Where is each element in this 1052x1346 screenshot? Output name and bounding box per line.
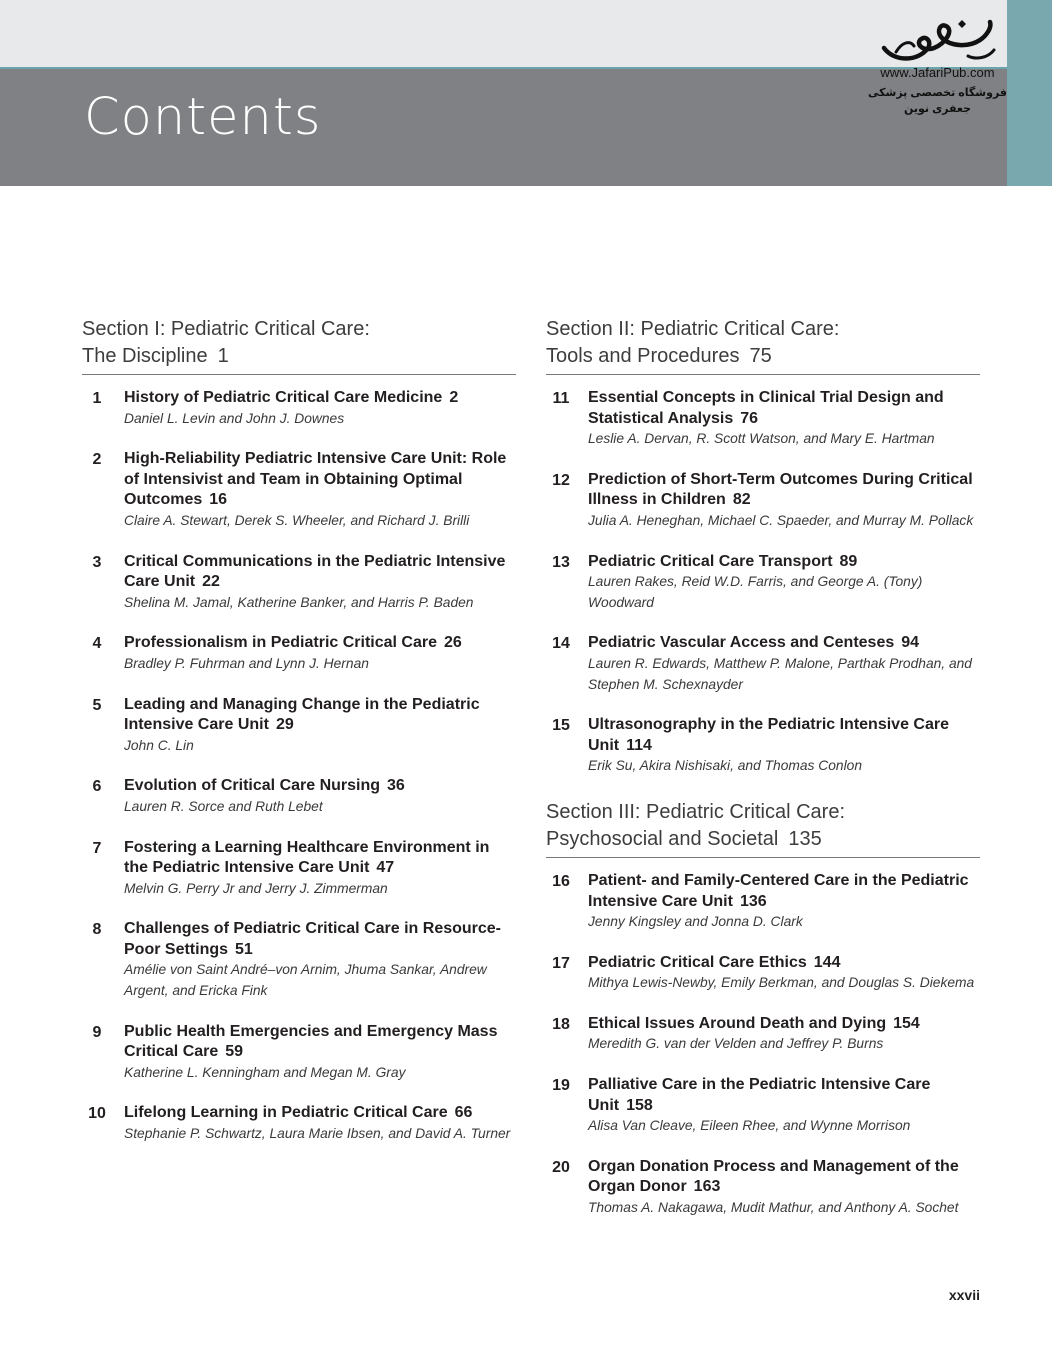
chapter-page: 136 xyxy=(739,892,767,910)
chapter-page: 66 xyxy=(454,1104,473,1122)
chapter-title: Challenges of Pediatric Critical Care in Resource-Poor Settings 51 xyxy=(124,920,502,958)
chapter-page: 26 xyxy=(444,634,462,652)
toc-entry-5[interactable] xyxy=(82,695,516,757)
chapter-authors: Lauren Rakes, Reid W.D. Farris, and George A. (Tony) Woodward xyxy=(588,574,923,610)
chapter-authors: Thomas A. Nakagawa, Mudit Mathur, and Anthony A. Sochet xyxy=(588,1200,959,1216)
chapter-number: 15 xyxy=(552,717,570,735)
section-heading-line1: Section III: Pediatric Critical Care: xyxy=(546,800,845,823)
chapter-authors: Mithya Lewis-Newby, Emily Berkman, and Douglas S. Diekema xyxy=(588,975,975,991)
chapter-title: Patient- and Family-Centered Care in the Pediatric Intensive Care Unit 136 xyxy=(588,871,969,910)
chapter-title: High-Reliability Pediatric Intensive Care Unit: Role of Intensivist and Team in Obtaining Optimal Outcomes 16 xyxy=(124,450,507,509)
chapter-authors: Stephanie P. Schwartz, Laura Marie Ibsen, and David A. Turner xyxy=(124,1126,511,1142)
chapter-page: 154 xyxy=(893,1014,920,1032)
section-heading xyxy=(82,316,516,375)
chapter-authors: Katherine L. Kenningham and Megan M. Gray xyxy=(124,1064,406,1080)
chapter-authors: Lauren R. Edwards, Matthew P. Malone, Parthak Prodhan, and Stephen M. Schexnayder xyxy=(588,655,972,692)
toc-entry-12[interactable] xyxy=(546,470,980,532)
chapter-page: 114 xyxy=(626,736,652,754)
chapter-authors: Julia A. Heneghan, Michael C. Spaeder, and Murray M. Pollack xyxy=(588,512,974,528)
chapter-page: 144 xyxy=(813,953,841,971)
chapter-number: 1 xyxy=(92,390,102,407)
toc-entry-10[interactable] xyxy=(82,1103,516,1144)
chapter-number: 9 xyxy=(92,1023,102,1041)
toc-entry-13[interactable] xyxy=(546,552,980,614)
chapter-page: 2 xyxy=(449,389,459,406)
chapter-page: 47 xyxy=(376,859,395,877)
section-page: 135 xyxy=(788,827,822,850)
toc-entry-17[interactable] xyxy=(546,953,980,994)
chapter-number: 5 xyxy=(92,696,102,714)
chapter-page: 76 xyxy=(740,409,759,427)
chapter-number: 20 xyxy=(552,1158,570,1176)
chapter-number: 11 xyxy=(552,390,570,407)
chapter-authors: Lauren R. Sorce and Ruth Lebet xyxy=(124,798,323,814)
contents-column-left xyxy=(82,316,516,1165)
toc-entry-20[interactable] xyxy=(546,1157,980,1219)
chapter-number: 12 xyxy=(552,471,570,489)
chapter-title: Evolution of Critical Care Nursing 36 xyxy=(124,777,405,795)
chapter-title: Ethical Issues Around Death and Dying 154 xyxy=(588,1014,920,1032)
chapter-number: 10 xyxy=(88,1105,106,1123)
chapter-authors: John C. Lin xyxy=(124,737,194,753)
chapter-authors: Bradley P. Fuhrman and Lynn J. Hernan xyxy=(124,655,369,671)
chapter-number: 7 xyxy=(92,839,102,857)
chapter-title: Professionalism in Pediatric Critical Care 26 xyxy=(124,634,462,652)
toc-entry-8[interactable] xyxy=(82,919,516,1001)
chapter-page: 89 xyxy=(839,552,858,570)
chapter-number: 19 xyxy=(552,1077,570,1095)
section-heading-line1: Section II: Pediatric Critical Care: xyxy=(546,318,840,340)
chapter-authors: Jenny Kingsley and Jonna D. Clark xyxy=(588,914,803,930)
chapter-number: 8 xyxy=(92,921,102,939)
chapter-page: 36 xyxy=(387,777,405,795)
chapter-page: 82 xyxy=(732,491,751,509)
section-page: 75 xyxy=(749,345,772,367)
chapter-title: Essential Concepts in Clinical Trial Design and Statistical Analysis 76 xyxy=(588,389,944,427)
chapter-title: Pediatric Critical Care Ethics 144 xyxy=(588,953,841,971)
chapter-title: Critical Communications in the Pediatric Intensive Care Unit 22 xyxy=(124,552,506,591)
page-number: xxvii xyxy=(948,1287,980,1303)
toc-entry-6[interactable] xyxy=(82,776,516,817)
chapter-authors: Amélie von Saint André–von Arnim, Jhuma Sankar, Andrew Argent, and Ericka Fink xyxy=(124,962,487,999)
chapter-page: 16 xyxy=(209,491,228,509)
chapter-page: 22 xyxy=(202,573,220,591)
publisher-logo xyxy=(855,18,1020,118)
chapter-number: 14 xyxy=(552,635,570,653)
page-title: Contents xyxy=(84,88,322,147)
toc-entry-9[interactable] xyxy=(82,1022,516,1084)
toc-entry-15[interactable] xyxy=(546,715,980,777)
chapter-number: 13 xyxy=(552,553,570,571)
chapter-number: 3 xyxy=(92,553,102,571)
chapter-authors: Claire A. Stewart, Derek S. Wheeler, and Richard J. Brilli xyxy=(124,512,470,528)
chapter-title: Organ Donation Process and Management of the Organ Donor 163 xyxy=(588,1157,959,1196)
toc-entry-18[interactable] xyxy=(546,1014,980,1055)
chapter-title: Prediction of Short-Term Outcomes During Critical Illness in Children 82 xyxy=(588,470,973,509)
chapter-number: 17 xyxy=(552,954,570,972)
chapter-number: 2 xyxy=(92,451,102,469)
chapter-title: Ultrasonography in the Pediatric Intensive Care Unit 114 xyxy=(588,716,949,754)
chapter-number: 18 xyxy=(552,1015,570,1033)
chapter-authors: Shelina M. Jamal, Katherine Banker, and Harris P. Baden xyxy=(124,594,474,610)
chapter-number: 4 xyxy=(92,635,102,653)
chapter-title: Pediatric Vascular Access and Centeses 94 xyxy=(588,634,920,652)
chapter-page: 158 xyxy=(626,1096,653,1114)
toc-entry-19[interactable] xyxy=(546,1075,980,1137)
contents-column-right xyxy=(546,316,980,1239)
chapter-authors: Daniel L. Levin and John J. Downes xyxy=(124,410,345,426)
chapter-title: History of Pediatric Critical Care Medicine 2 xyxy=(124,389,459,406)
section-heading-line1: Section I: Pediatric Critical Care: xyxy=(82,318,370,340)
logo-url: www.JafariPub.com xyxy=(880,65,995,80)
section-heading xyxy=(546,799,980,858)
section-page: 1 xyxy=(217,345,229,367)
chapter-title: Fostering a Learning Healthcare Environment in the Pediatric Intensive Care Unit 47 xyxy=(124,838,490,877)
chapter-page: 51 xyxy=(235,940,253,958)
toc-entry-11[interactable] xyxy=(546,388,980,450)
toc-entry-1[interactable] xyxy=(82,388,516,429)
chapter-authors: Erik Su, Akira Nishisaki, and Thomas Conlon xyxy=(588,758,863,774)
toc-entry-14[interactable] xyxy=(546,633,980,695)
chapter-authors: Meredith G. van der Velden and Jeffrey P. Burns xyxy=(588,1036,884,1052)
chapter-number: 16 xyxy=(552,872,570,890)
chapter-authors: Melvin G. Perry Jr and Jerry J. Zimmerman xyxy=(124,880,388,896)
toc-entry-3[interactable] xyxy=(82,552,516,614)
chapter-page: 94 xyxy=(901,634,920,652)
chapter-title: Pediatric Critical Care Transport 89 xyxy=(588,552,858,570)
section-heading-line2: The Discipline 1 xyxy=(82,345,229,367)
section-heading-line2: Tools and Procedures 75 xyxy=(546,345,772,367)
chapter-title: Palliative Care in the Pediatric Intensive Care Unit 158 xyxy=(588,1076,931,1114)
section-heading-line2: Psychosocial and Societal 135 xyxy=(546,827,822,850)
chapter-authors: Leslie A. Dervan, R. Scott Watson, and Mary E. Hartman xyxy=(588,431,935,447)
chapter-page: 29 xyxy=(275,716,294,734)
chapter-title: Leading and Managing Change in the Pediatric Intensive Care Unit 29 xyxy=(124,695,480,734)
toc-entry-2[interactable] xyxy=(82,449,516,531)
chapter-page: 59 xyxy=(225,1043,244,1061)
toc-entry-7[interactable] xyxy=(82,838,516,900)
chapter-title: Lifelong Learning in Pediatric Critical Care 66 xyxy=(124,1104,473,1122)
toc-entry-4[interactable] xyxy=(82,633,516,674)
chapter-page: 163 xyxy=(693,1178,721,1196)
calligraphy-logo-icon xyxy=(876,18,1000,64)
logo-subtitle: فروشگاه تخصصی پزشکی جعفری نوین xyxy=(867,87,1007,115)
chapter-number: 6 xyxy=(92,778,102,796)
chapter-authors: Alisa Van Cleave, Eileen Rhee, and Wynne Morrison xyxy=(588,1118,911,1134)
chapter-title: Public Health Emergencies and Emergency Mass Critical Care 59 xyxy=(124,1022,498,1061)
section-heading xyxy=(546,316,980,375)
toc-entry-16[interactable] xyxy=(546,871,980,933)
